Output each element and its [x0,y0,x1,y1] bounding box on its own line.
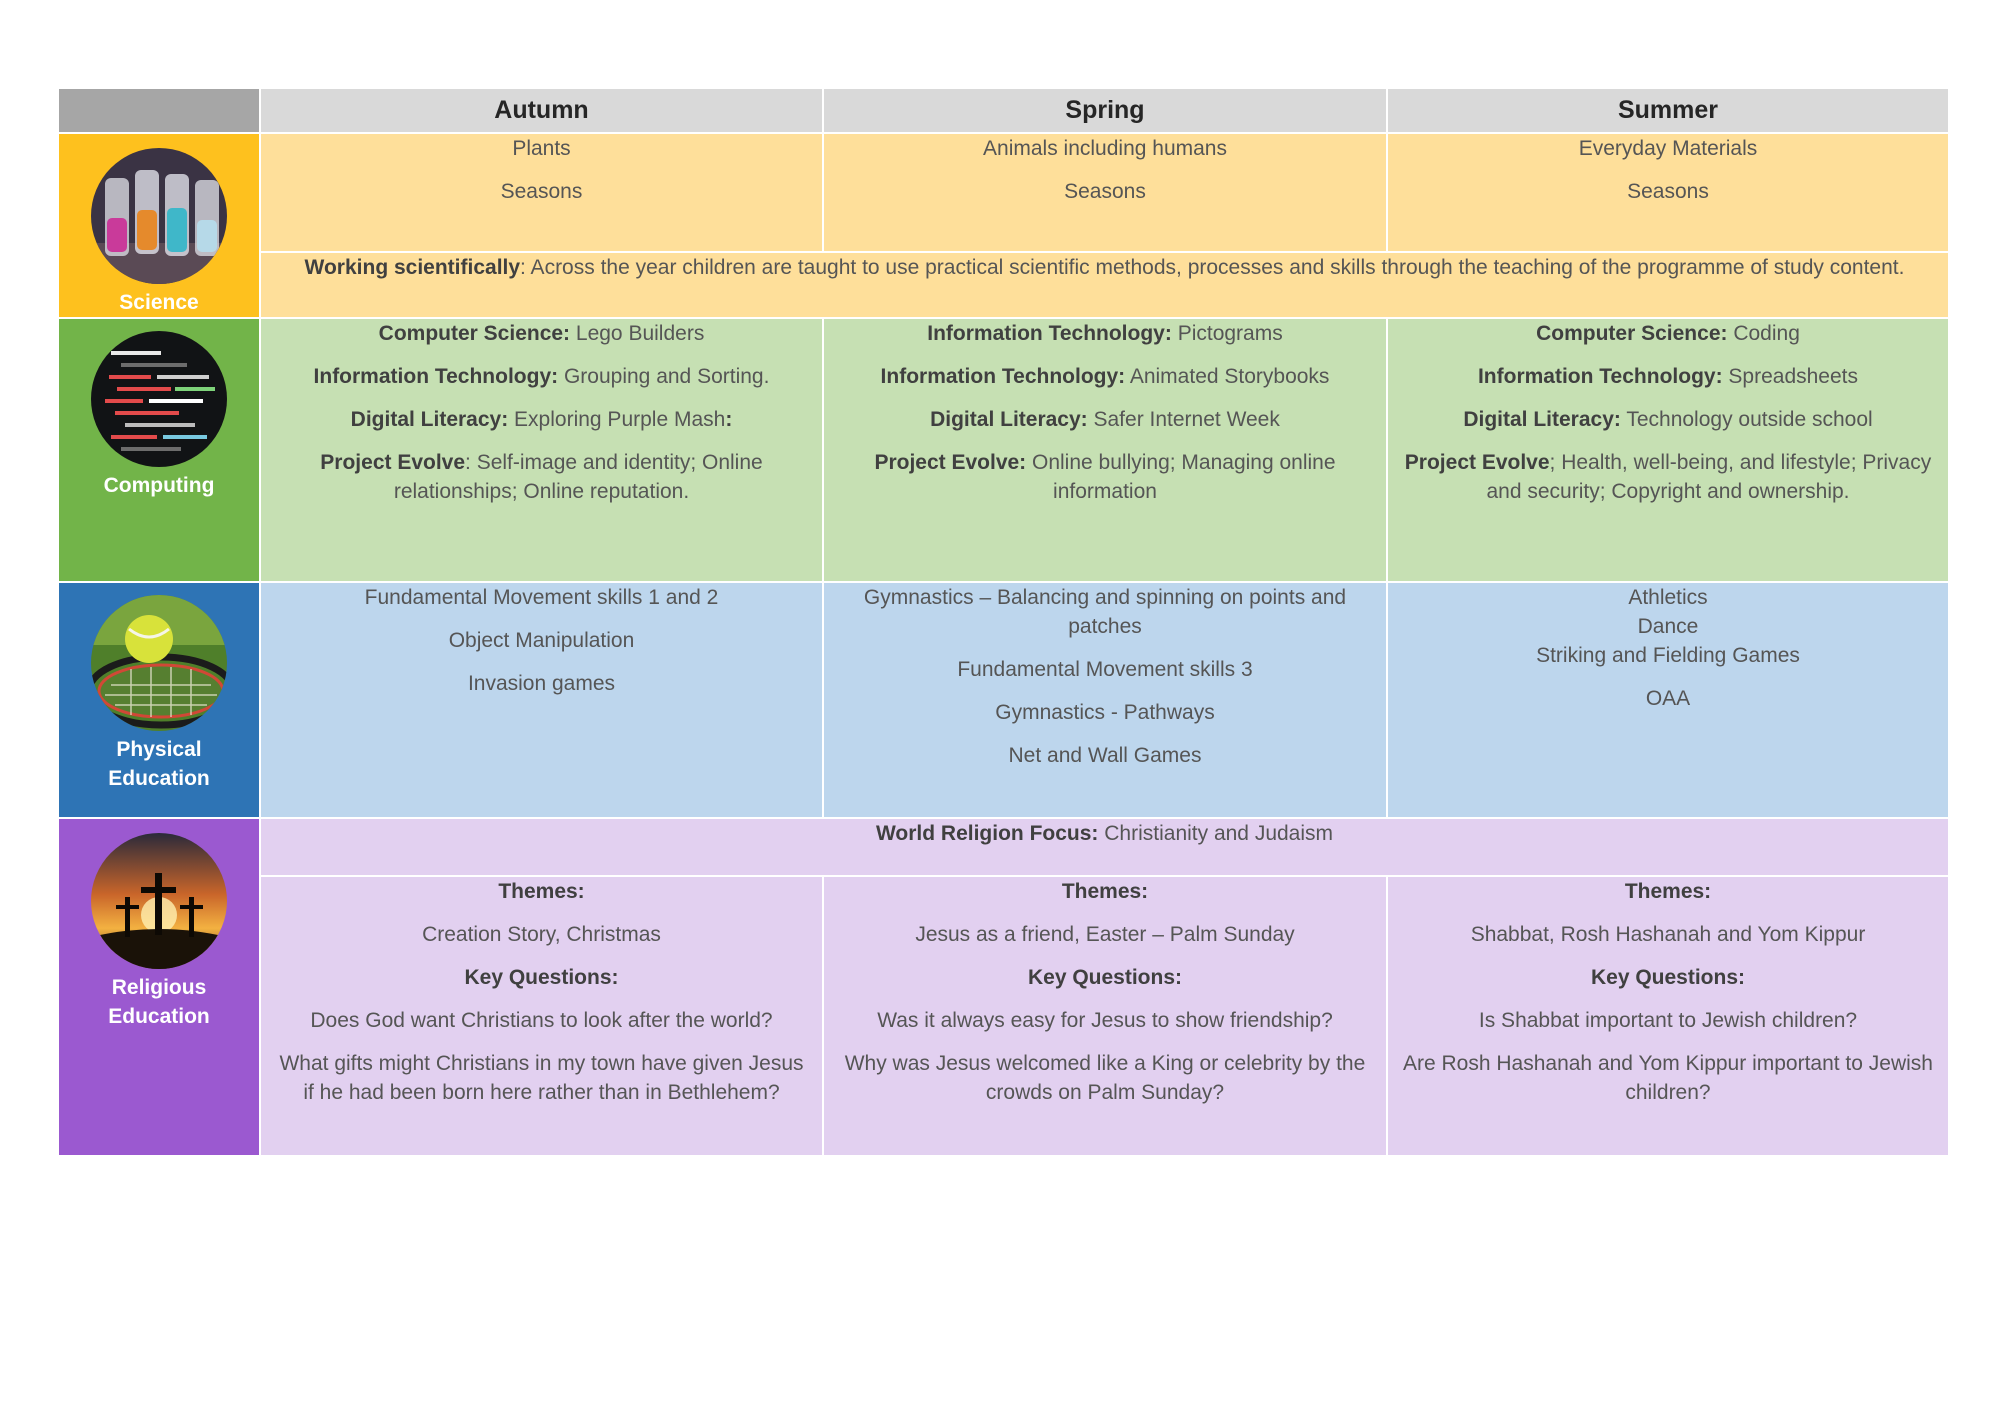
computing-summer-item: Project Evolve; Health, well-being, and lifestyle; Privacy and security; Copyright and ownership. [1404,451,1932,503]
working-scientifically-note [260,252,1949,318]
pe-spring-item: Net and Wall Games [1008,744,1202,767]
science-working-row [58,252,1949,318]
computing-spring-item: Information Technology: Animated Storybooks [880,365,1330,388]
pe-subject-cell [58,582,260,818]
computing-summer [1387,318,1949,582]
curriculum-table [57,87,1950,1157]
science-spring-topic: Seasons [1064,180,1146,203]
re-questions-label: Key Questions: [464,966,619,989]
re-themes-label: Themes: [1624,880,1712,903]
computing-subject-cell [58,318,260,582]
computing-summer-item: Digital Literacy: Technology outside school [1463,408,1873,431]
re-autumn-themes: Creation Story, Christmas [422,923,661,946]
world-religion-focus-text: Christianity and Judaism [1098,822,1334,845]
computing-autumn-item: Digital Literacy: Exploring Purple Mash: [350,408,733,431]
computing-summer-item: Computer Science: Coding [1536,322,1800,345]
world-religion-focus [260,818,1949,876]
pe-spring-item: Gymnastics – Balancing and spinning on points and patches [863,586,1347,638]
pe-autumn-item: Fundamental Movement skills 1 and 2 [364,586,719,609]
re-themes-label: Themes: [498,880,585,903]
re-summer-question: Is Shabbat important to Jewish children? [1478,1009,1858,1032]
header-row [58,88,1949,133]
computing-autumn-item: Project Evolve: Self-image and identity; Online relationships; Online reputation. [320,451,763,503]
re-spring [823,876,1387,1156]
science-title: Science [119,291,199,314]
working-scientifically-label: Working scientifically [304,255,521,279]
code-screen-icon [91,331,227,467]
computing-summer-item: Information Technology: Spreadsheets [1477,365,1859,388]
pe-title-line1: Physical [116,738,202,761]
re-summer [1387,876,1949,1156]
re-title-line1: Religious [111,976,207,999]
re-summer-themes: Shabbat, Rosh Hashanah and Yom Kippur [1470,923,1866,946]
pe-summer-item: OAA [1645,687,1691,710]
re-focus-row [58,818,1949,876]
computing-autumn-item: Computer Science: Lego Builders [378,322,705,345]
crosses-sunset-icon [91,833,227,969]
re-autumn-question: Does God want Christians to look after the world? [310,1009,773,1032]
computing-autumn [260,318,823,582]
re-autumn [260,876,823,1156]
test-tubes-icon [91,148,227,284]
tennis-ball-icon [91,595,227,731]
pe-autumn-item: Invasion games [467,672,616,695]
pe-autumn [260,582,823,818]
pe-row [58,582,1949,818]
computing-autumn-item: Information Technology: Grouping and Sorting. [313,365,770,388]
re-summer-question: Are Rosh Hashanah and Yom Kippur important to Jewish children? [1403,1052,1933,1104]
science-spring-topic: Animals including humans [983,137,1227,160]
pe-title-line2: Education [108,767,210,790]
header-corner [58,88,260,133]
re-questions-label: Key Questions: [1027,966,1183,989]
re-spring-question: Why was Jesus welcomed like a King or celebrity by the crowds on Palm Sunday? [844,1052,1366,1104]
computing-spring-item: Digital Literacy: Safer Internet Week [930,408,1280,431]
header-summer: Summer [1387,88,1949,133]
re-spring-themes: Jesus as a friend, Easter – Palm Sunday [915,923,1295,946]
computing-spring [823,318,1387,582]
science-autumn [260,133,823,252]
science-autumn-topic: Seasons [500,180,583,203]
re-spring-question: Was it always easy for Jesus to show friendship? [877,1009,1333,1032]
science-subject-cell [58,133,260,318]
re-autumn-question: What gifts might Christians in my town have given Jesus if he had been born here rather than in Bethlehem? [279,1052,804,1104]
science-summer-topic: Seasons [1627,180,1709,203]
header-autumn: Autumn [260,88,823,133]
science-summer [1387,133,1949,252]
pe-spring [823,582,1387,818]
re-subject-cell [58,818,260,1156]
pe-autumn-item: Object Manipulation [448,629,635,652]
pe-summer [1387,582,1949,818]
science-summer-topic: Everyday Materials [1578,137,1758,160]
computing-spring-item: Project Evolve: Online bullying; Managing online information [874,451,1336,503]
pe-spring-item: Gymnastics - Pathways [995,701,1215,724]
computing-row [58,318,1949,582]
pe-spring-item: Fundamental Movement skills 3 [957,658,1253,681]
re-themes-label: Themes: [1061,880,1149,903]
science-autumn-topic: Plants [512,137,571,160]
re-questions-label: Key Questions: [1590,966,1746,989]
computing-title: Computing [103,474,215,497]
pe-summer-item: Dance [1637,615,1699,638]
science-row [58,133,1949,252]
working-scientifically-text: : Across the year children are taught to use practical scientific methods, processes and skills through the teaching of the programme of study content. [520,255,1905,279]
re-row [58,876,1949,1156]
computing-spring-item: Information Technology: Pictograms [927,322,1283,345]
pe-summer-item: Striking and Fielding Games [1536,644,1800,667]
header-spring: Spring [823,88,1387,133]
re-title-line2: Education [108,1005,210,1028]
pe-summer-item: Athletics [1628,586,1708,609]
world-religion-focus-label: World Religion Focus: [875,822,1099,845]
science-spring [823,133,1387,252]
